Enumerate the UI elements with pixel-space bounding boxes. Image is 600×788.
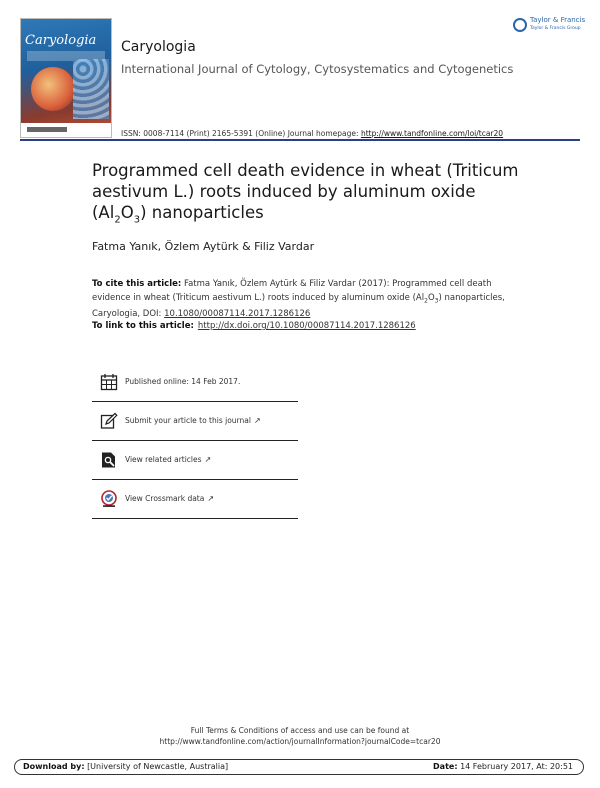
cover-title: Caryologia — [25, 33, 97, 48]
journal-cover-image — [20, 18, 112, 138]
issn-text: ISSN: 0008-7114 (Print) 2165-5391 (Online) Journal homepage: — [121, 129, 359, 138]
search-document-icon — [100, 451, 118, 469]
calendar-icon — [100, 373, 118, 391]
related-articles-row[interactable] — [92, 441, 298, 480]
link-to-article — [92, 321, 416, 331]
cover-micrograph — [73, 59, 109, 119]
publisher-logo[interactable] — [513, 15, 586, 37]
doi-link[interactable]: 10.1080/00087114.2017.1286126 — [164, 308, 311, 319]
cover-footer — [21, 123, 111, 137]
cover-cell-illustration — [31, 67, 75, 111]
crossmark-icon — [100, 490, 118, 508]
external-link-icon: ↗ — [207, 494, 215, 503]
published-online-label: Published online: 14 Feb 2017. — [125, 377, 241, 386]
citation-block: To cite this article: Fatma Yanık, Özlem Aytürk & Filiz Vardar (2017): Programmed cell death evidence in wheat (Triticum aestivum L.) roots induced by aluminum oxide $(Al_2O_3)$ nanoparticles, Caryologia, DOI: 10.1080/00087114.2017.1286126 — [92, 279, 505, 319]
external-link-icon: ↗ — [253, 416, 261, 425]
article-title: Programmed cell death evidence in wheat (Triticum aestivum L.) roots induced by aluminum oxide $(Al_2O_3)$ nanoparticles — [92, 161, 519, 226]
article-url-link[interactable]: http://dx.doi.org/10.1080/00087114.2017.1286126 — [197, 321, 416, 331]
issn-line — [121, 129, 503, 138]
journal-homepage-link[interactable]: http://www.tandfonline.com/loi/tcar20 — [360, 129, 504, 138]
crossmark-row[interactable] — [92, 480, 298, 519]
header-divider — [20, 139, 580, 141]
submit-article-row[interactable] — [92, 402, 298, 441]
external-link-icon: ↗ — [204, 455, 212, 464]
cite-label: To cite this article: — [92, 279, 182, 289]
journal-subtitle: International Journal of Cytology, Cytosystematics and Cytogenetics — [121, 62, 514, 76]
submit-article-label: Submit your article to this journal ↗ — [125, 416, 261, 425]
download-by: Download by: [University of Newcastle, Australia] — [23, 762, 229, 771]
download-info-bar — [14, 759, 584, 775]
publisher-logo-icon — [513, 18, 527, 32]
crossmark-label: View Crossmark data ↗ — [125, 494, 215, 503]
download-date: Date: 14 February 2017, At: 20:51 — [433, 762, 573, 771]
terms-link[interactable]: http://www.tandfonline.com/action/journalInformation?journalCode=tcar20 — [159, 737, 441, 746]
published-online-row — [92, 363, 298, 402]
publisher-logo-tagline: Taylor & Francis Group — [530, 26, 581, 31]
terms-notice — [0, 725, 600, 747]
journal-title: Caryologia — [121, 39, 196, 55]
link-label: To link to this article: — [92, 321, 194, 331]
edit-icon — [100, 412, 118, 430]
terms-line-1: Full Terms & Conditions of access and use can be found at — [190, 726, 410, 735]
related-articles-label: View related articles ↗ — [125, 455, 212, 464]
publisher-logo-name: Taylor & Francis — [530, 16, 586, 24]
article-authors: Fatma Yanık, Özlem Aytürk & Filiz Vardar — [92, 240, 315, 253]
